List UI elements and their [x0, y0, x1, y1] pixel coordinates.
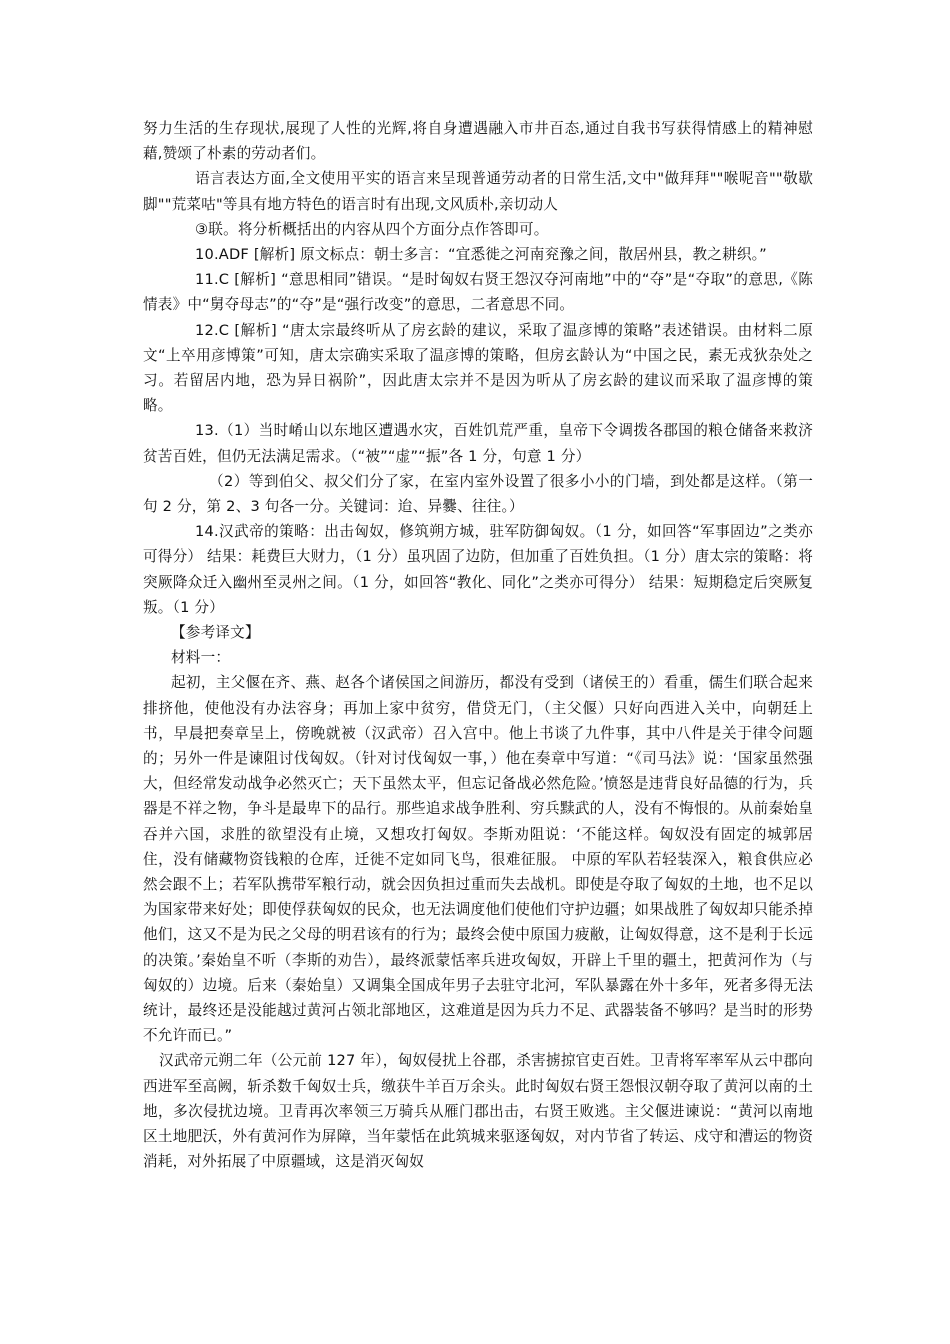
answer-section — [143, 116, 813, 620]
paragraph-answer-method: ③联。将分析概括出的内容从四个方面分点作答即可。 — [195, 220, 549, 238]
answer-10: 10.ADF [解析] 原文标点：朝士多言：“宜悉徙之河南兖豫之间，散居州县，教之耕织。” — [195, 246, 767, 264]
paragraph-analysis-continued: 努力生活的生存现状,展现了人性的光辉,将自身遭遇融入市井百态,通过自我书写获得情感上的精神慰藉,赞颂了朴素的劳动者们。 — [143, 120, 813, 163]
answer-13-part-1: 13.（1）当时崤山以东地区遭遇水灾，百姓饥荒严重，皇帝下令调拨各郡国的粮仓储备来救济贫苦百姓，但仍无法满足需求。（“被”“虚”“振”各 1 分，句意 1 分） — [143, 422, 813, 465]
translation-subheading: 材料一： — [171, 649, 231, 667]
paragraph-language-expression: 语言表达方面,全文使用平实的语言来呈现普通劳动者的日常生活,文中"做拜拜""喉呢音""敬歇脚""荒菜咕"等具有地方特色的语言时有出现,文风质朴,亲切动人 — [143, 170, 813, 213]
answer-11: 11.C [解析] “意思相同”错误。“是时匈奴右贤王怨汉夺河南地”中的“夺”是“夺取”的意思,《陈情表》中“舅夺母志”的“夺”是“强行改变”的意思，二者意思不同。 — [143, 271, 813, 314]
translation-heading: 【参考译文】 — [171, 624, 260, 641]
answer-12: 12.C [解析] “唐太宗最终听从了房玄龄的建议，采取了温彦博的策略”表述错误。由材料二原文“上卒用彦博策”可知，唐太宗确实采取了温彦博的策略，但房玄龄认为“中国之民，素无戎狄杂处之习。若留居内地，恐为异日祸阶”，因此唐太宗并不是因为听从了房玄龄的建议而采取了温彦博的策略。 — [143, 321, 813, 415]
answer-13-part-2: （2）等到伯父、叔父们分了家，在室内室外设置了很多小小的门墙，到处都是这样。（第一句 2 分，第 2、3 句各一分。关键词：迨、异爨、往往。） — [143, 472, 813, 516]
answer-14: 14.汉武帝的策略：出击匈奴，修筑朔方城，驻军防御匈奴。（1 分，如回答“军事固边”之类亦可得分） 结果：耗费巨大财力，（1 分）虽巩固了边防，但加重了百姓负担。（1 分）唐太宗的策略：将突厥降众迁入幽州至灵州之间。（1 分，如回答“教化、同化”之类亦可得分） 结果：短期稳定后突厥复叛。（1 分） — [143, 523, 813, 616]
translation-paragraph: 汉武帝元朔二年（公元前 127 年），匈奴侵扰上谷郡，杀害掳掠官吏百姓。卫青将军率军从云中郡向西进军至高阙，斩杀数千匈奴士兵，缴获牛羊百万余头。此时匈奴右贤王怨恨汉朝夺取了黄河以南的土地，多次侵扰边境。卫青再次率领三万骑兵从雁门郡出击，右贤王败逃。主父偃进谏说：“黄河以南地区土地肥沃，外有黄河作为屏障，当年蒙恬在此筑城来驱逐匈奴，对内节省了转运、戍守和漕运的物资消耗，对外拓展了中原疆域，这是消灭匈奴 — [143, 1052, 813, 1171]
translation-paragraph: 起初，主父偃在齐、燕、赵各个诸侯国之间游历，都没有受到（诸侯王的）看重，儒生们联合起来排挤他，使他没有办法容身；再加上家中贫穷，借贷无门，（主父偃）只好向西进入关中，向朝廷上书，早晨把奏章呈上，傍晚就被（汉武帝）召入宫中。他上书谈了九件事，其中八件是关于律令问题的；另外一件是谏阻讨伐匈奴。（针对讨伐匈奴一事，）他在奏章中写道：“《司马法》说：‘国家虽然强大，但经常发动战争必然灭亡；天下虽然太平，但忘记备战必然危险。’愤怒是违背良好品德的行为，兵器是不祥之物，争斗是最卑下的品行。那些追求战争胜利、穷兵黩武的人，没有不悔恨的。从前秦始皇吞并六国，求胜的欲望没有止境，又想攻打匈奴。李斯劝阻说：‘不能这样。匈奴没有固定的城郭居住，没有储藏物资钱粮的仓库，迁徙不定如同飞鸟，很难征服。 中原的军队若轻装深入，粮食供应必然会跟不上；若军队携带军粮行动，就会因负担过重而失去战机。即使是夺取了匈奴的土地，也不足以为国家带来好处；即使俘获匈奴的民众，也无法调度他们使他们守护边疆；如果战胜了匈奴却只能杀掉他们，这又不是为民之父母的明君该有的行为；最终会使中原国力疲敝，让匈奴得意，这不是利于长远的决策。’秦始皇不听（李斯的劝告），最终派蒙恬率兵进攻匈奴，开辟上千里的疆土，把黄河作为（与匈奴的）边境。后来（秦始皇）又调集全国成年男子去驻守北河，军队暴露在外十多年，死者多得无法统计，最终还是没能越过黄河占领北部地区，这难道是因为兵力不足、武器装备不够吗？是当时的形势不允许而已。” — [143, 674, 813, 1045]
translation-section — [143, 620, 813, 1174]
